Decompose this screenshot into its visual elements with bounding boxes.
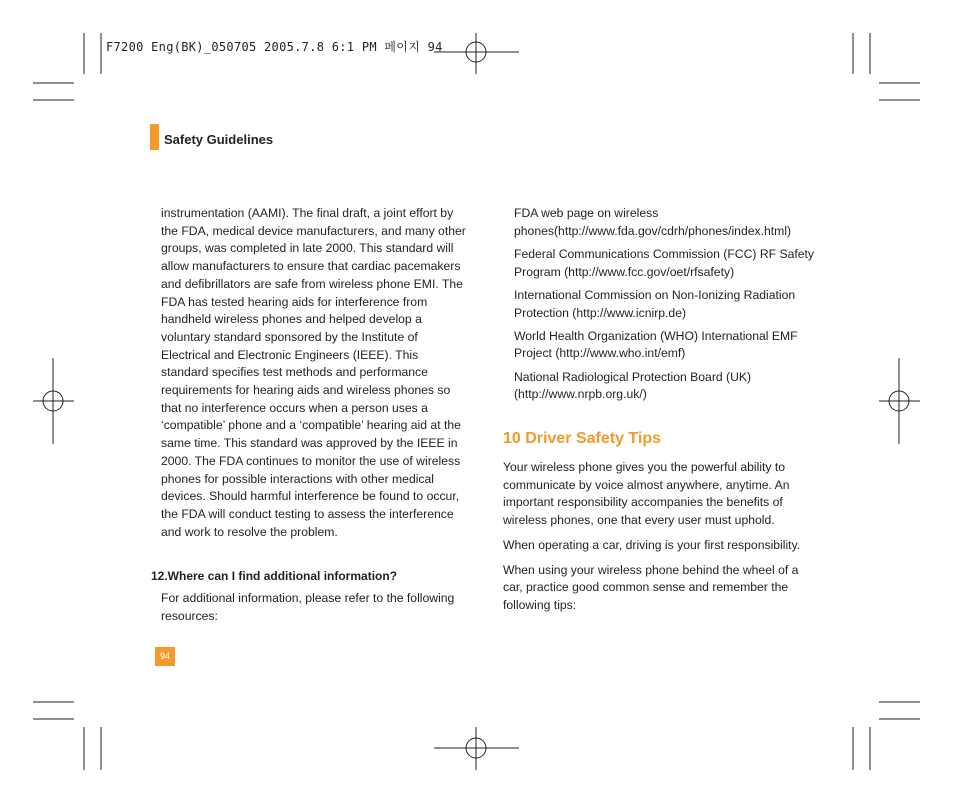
question-heading: 12.Where can I find additional information? [151,569,398,583]
body-paragraph: Your wireless phone gives you the powerful ability to communicate by voice almost anywhere, anytime. An important responsibility accompanies the benefits of wireless phones, one that every user must uphold. [503,460,790,528]
print-slug-text: F7200 Eng(BK)_050705 2005.7.8 6:1 PM 페이지 94 [106,40,443,54]
section-accent-bar [150,124,159,150]
resource-item: FDA web page on wireless phones(http://www.fda.gov/cdrh/phones/index.html) [514,206,792,238]
page-number-badge: 94 [155,647,175,666]
driver-safety-text [503,459,821,622]
body-paragraph: When operating a car, driving is your first responsibility. [503,537,801,552]
section-heading: 10 Driver Safety Tips [503,430,662,447]
left-column [161,205,466,541]
body-paragraph: instrumentation (AAMI). The final draft, a joint effort by the FDA, medical device manufacturers, and many other groups, was completed in late 2000. This standard will allow manufacturers to ensure that cardiac pacemakers and defibrillators are safe from wireless phone EMI. The FDA has tested hearing aids for interference from handheld wireless phones and helped develop a voluntary standard sponsored by the Institute of Electrical and Electronic Engineers (IEEE). This standard specifies test methods and performance requirements for hearing aids and wireless phones so that no interference occurs when a person uses a ‘compatible’ phone and a ‘compatible’ hearing aid at the same time. This standard was approved by the IEEE in 2000. The FDA continues to monitor the use of wireless phones for possible interactions with other medical devices. Should harmful interference be found to occur, the FDA will conduct testing to assess the interference and work to resolve the problem. [161,206,466,539]
body-paragraph: When using your wireless phone behind the wheel of a car, practice good common sense and remember the following tips: [503,562,799,612]
resource-item: International Commission on Non-Ionizing Radiation Protection (http://www.icnirp.de) [514,287,796,320]
resource-item: World Health Organization (WHO) International EMF Project (http://www.who.int/emf) [514,328,798,361]
section-title: Safety Guidelines [164,132,274,147]
question-answer [161,590,461,625]
resource-list [514,205,824,410]
resource-item: Federal Communications Commission (FCC) RF Safety Program (http://www.fcc.gov/oet/rfsafety) [514,246,815,279]
body-paragraph: For additional information, please refer to the following resources: [161,591,455,623]
resource-item: National Radiological Protection Board (UK) (http://www.nrpb.org.uk/) [514,369,752,402]
